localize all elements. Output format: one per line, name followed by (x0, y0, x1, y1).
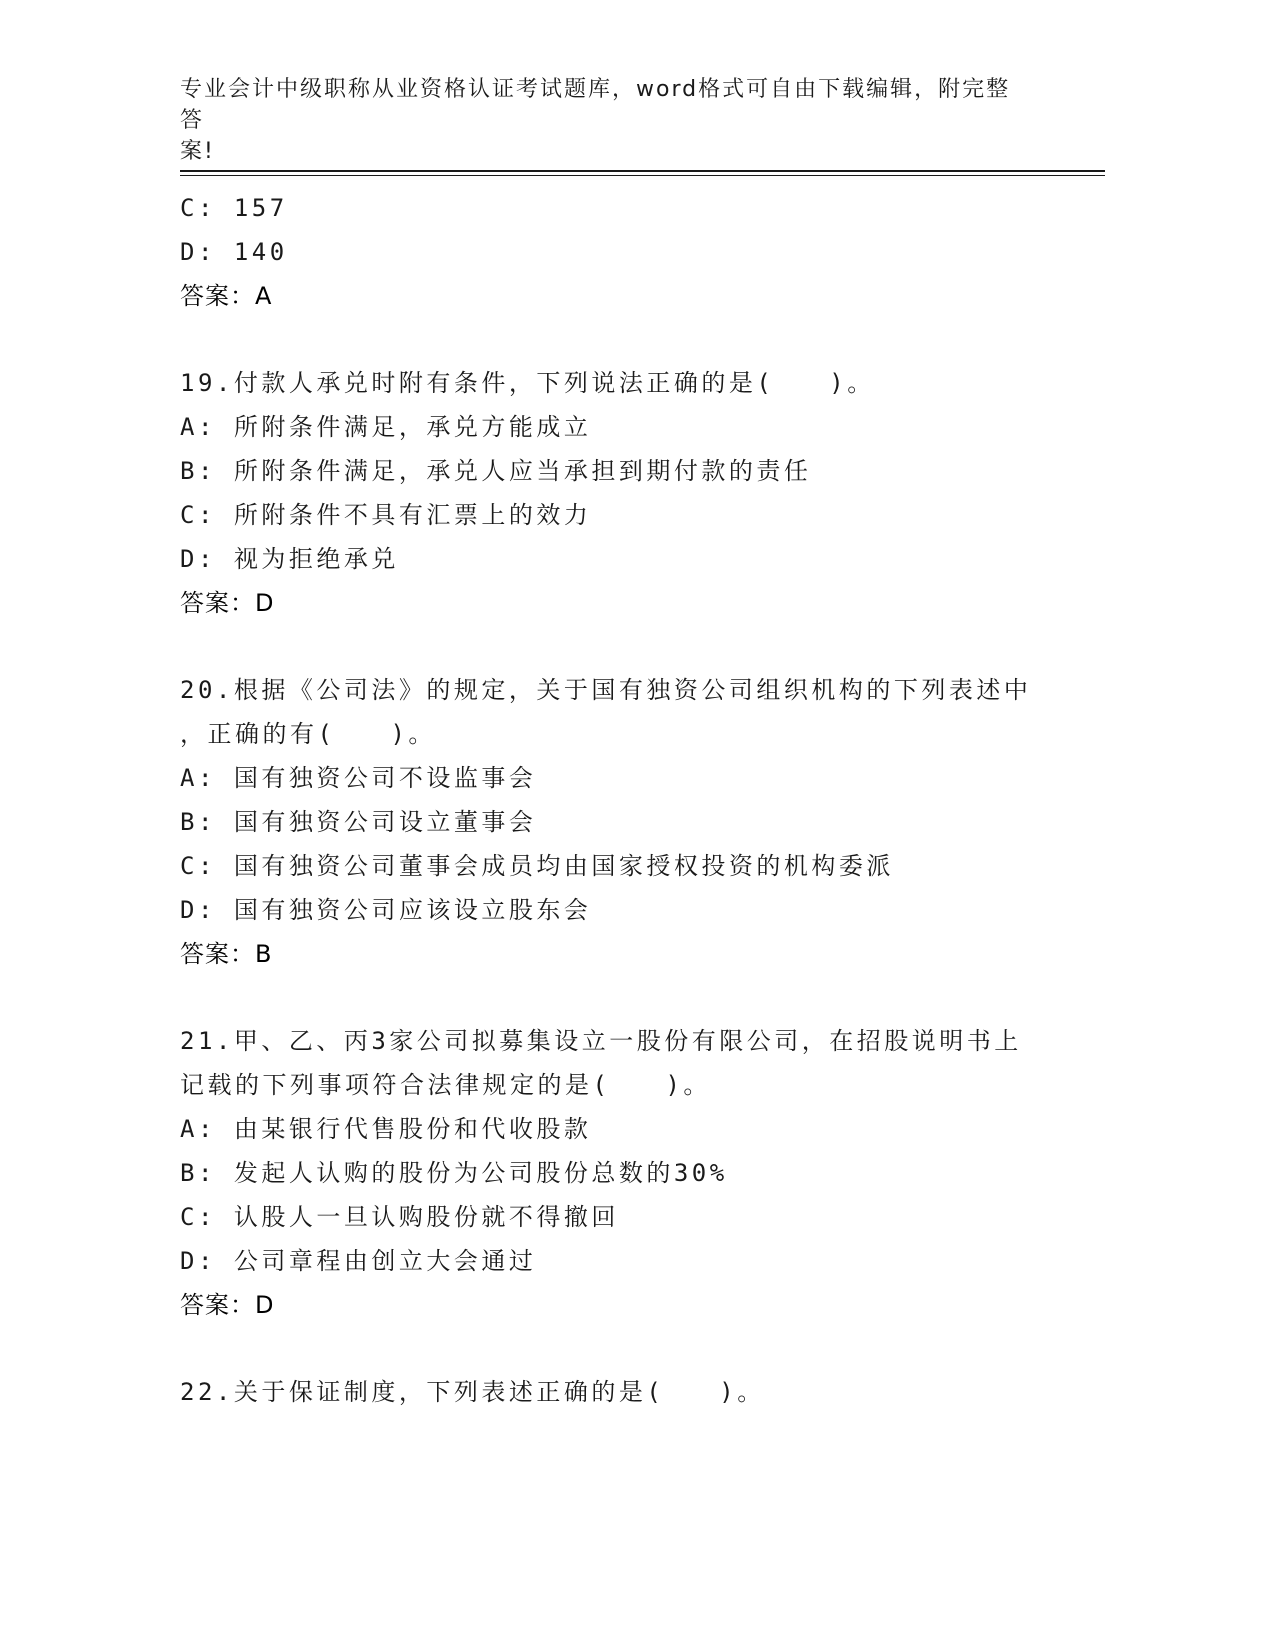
question-stem: 19.付款人承兑时附有条件，下列说法正确的是( )。 (180, 369, 875, 397)
header-note-line-2: 案! (180, 139, 215, 164)
question-stem: 22.关于保证制度，下列表述正确的是( )。 (180, 1378, 765, 1406)
option-a: A: 由某银行代售股份和代收股款 (180, 1115, 592, 1143)
option-b: B: 国有独资公司设立董事会 (180, 808, 537, 836)
header-rule-thick (180, 170, 1105, 172)
option-d: D: 视为拒绝承兑 (180, 545, 399, 573)
option-c: C: 认股人一旦认购股份就不得撤回 (180, 1203, 619, 1231)
option-d: D: 140 (180, 238, 288, 266)
option-a: A: 所附条件满足，承兑方能成立 (180, 413, 592, 441)
answer-line: 答案：D (180, 1291, 275, 1319)
option-a: A: 国有独资公司不设监事会 (180, 764, 537, 792)
header-note-line-1: 专业会计中级职称从业资格认证考试题库，word格式可自由下载编辑，附完整答 (180, 77, 1011, 133)
header-note (180, 74, 1030, 167)
option-c: C: 157 (180, 194, 288, 222)
question-20 (180, 668, 1050, 976)
option-b: B: 所附条件满足，承兑人应当承担到期付款的责任 (180, 457, 812, 485)
question-prev (180, 186, 1050, 318)
answer-line: 答案：A (180, 282, 273, 310)
question-22 (180, 1370, 1050, 1414)
question-stem-line-1: 21.甲、乙、丙3家公司拟募集设立一股份有限公司，在招股说明书上 (180, 1027, 1022, 1055)
option-c: C: 所附条件不具有汇票上的效力 (180, 501, 592, 529)
question-stem-line-1: 20.根据《公司法》的规定，关于国有独资公司组织机构的下列表述中 (180, 676, 1032, 704)
option-d: D: 国有独资公司应该设立股东会 (180, 896, 592, 924)
option-d: D: 公司章程由创立大会通过 (180, 1247, 537, 1275)
question-21 (180, 1019, 1050, 1327)
header-rule-thin (180, 175, 1105, 176)
question-19 (180, 361, 1050, 625)
option-c: C: 国有独资公司董事会成员均由国家授权投资的机构委派 (180, 852, 894, 880)
question-stem-line-2: 记载的下列事项符合法律规定的是( )。 (180, 1071, 711, 1099)
option-b: B: 发起人认购的股份为公司股份总数的30% (180, 1159, 728, 1187)
question-stem-line-2: ，正确的有( )。 (180, 720, 436, 748)
answer-line: 答案：B (180, 940, 273, 968)
answer-line: 答案：D (180, 589, 275, 617)
question-list (180, 186, 1050, 1414)
